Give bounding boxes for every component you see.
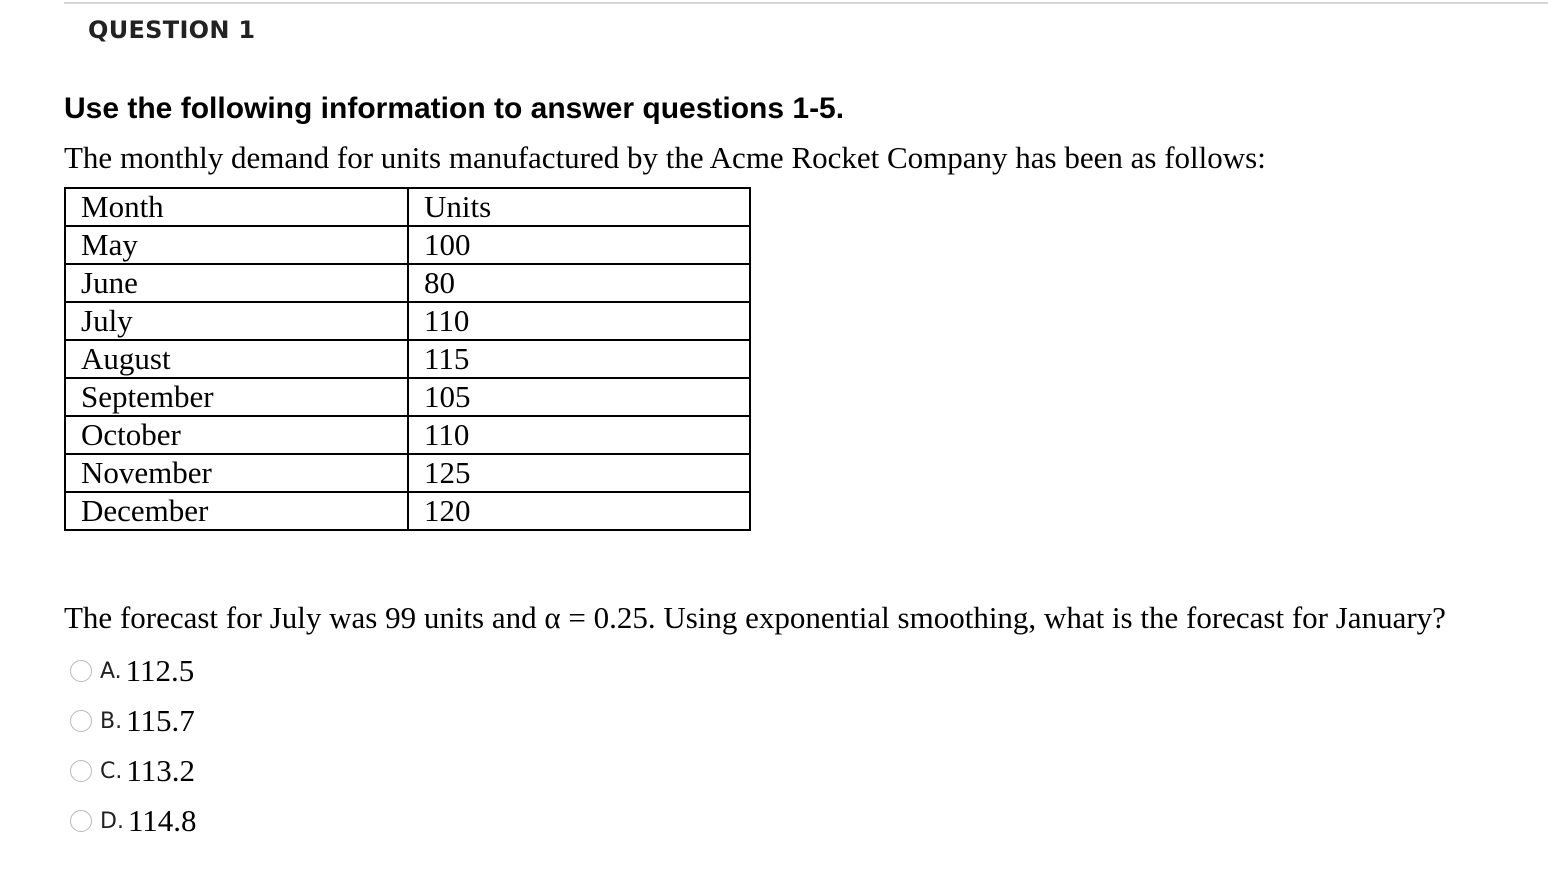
top-divider bbox=[64, 2, 1548, 4]
table-cell-month: September bbox=[65, 378, 408, 416]
table-cell-month: October bbox=[65, 416, 408, 454]
question-prompt: The forecast for July was 99 units and α = 0.25. Using exponential smoothing, what is the forecast for January? bbox=[64, 600, 1446, 635]
table-cell-month: June bbox=[65, 264, 408, 302]
table-row bbox=[65, 378, 750, 416]
table-row bbox=[65, 416, 750, 454]
radio-button-b[interactable] bbox=[70, 710, 92, 732]
table-row bbox=[65, 340, 750, 378]
table-header-row bbox=[65, 188, 750, 226]
option-letter: C. bbox=[100, 758, 123, 784]
answer-options bbox=[70, 646, 197, 846]
question-header: QUESTION 1 bbox=[88, 16, 256, 44]
table-row bbox=[65, 302, 750, 340]
option-d[interactable] bbox=[70, 796, 197, 846]
table-row bbox=[65, 264, 750, 302]
option-value: 115.7 bbox=[126, 703, 195, 738]
table-cell-units: 100 bbox=[408, 226, 750, 264]
option-value: 114.8 bbox=[127, 803, 197, 838]
table-cell-month: May bbox=[65, 226, 408, 264]
table-header-month: Month bbox=[65, 188, 408, 226]
table-row bbox=[65, 226, 750, 264]
table-cell-month: November bbox=[65, 454, 408, 492]
table-cell-month: July bbox=[65, 302, 408, 340]
option-a[interactable] bbox=[70, 646, 197, 696]
option-letter: A. bbox=[100, 658, 122, 684]
table-cell-units: 125 bbox=[408, 454, 750, 492]
instructions-text: Use the following information to answer questions 1-5. bbox=[64, 92, 845, 125]
table-row bbox=[65, 454, 750, 492]
demand-table bbox=[64, 187, 751, 531]
table-cell-month: December bbox=[65, 492, 408, 530]
radio-button-a[interactable] bbox=[70, 660, 92, 682]
option-b[interactable] bbox=[70, 696, 197, 746]
option-value: 112.5 bbox=[125, 653, 195, 688]
option-value: 113.2 bbox=[126, 753, 195, 788]
table-cell-units: 110 bbox=[408, 302, 750, 340]
table-header-units: Units bbox=[408, 188, 750, 226]
table-cell-month: August bbox=[65, 340, 408, 378]
option-letter: B. bbox=[100, 708, 123, 734]
option-c[interactable] bbox=[70, 746, 197, 796]
option-letter: D. bbox=[100, 808, 124, 834]
intro-text: The monthly demand for units manufactured by the Acme Rocket Company has been as follows: bbox=[64, 140, 1266, 175]
radio-button-d[interactable] bbox=[70, 810, 92, 832]
table-cell-units: 105 bbox=[408, 378, 750, 416]
table-row bbox=[65, 492, 750, 530]
table-cell-units: 80 bbox=[408, 264, 750, 302]
table-cell-units: 115 bbox=[408, 340, 750, 378]
table-cell-units: 120 bbox=[408, 492, 750, 530]
table-cell-units: 110 bbox=[408, 416, 750, 454]
radio-button-c[interactable] bbox=[70, 760, 92, 782]
